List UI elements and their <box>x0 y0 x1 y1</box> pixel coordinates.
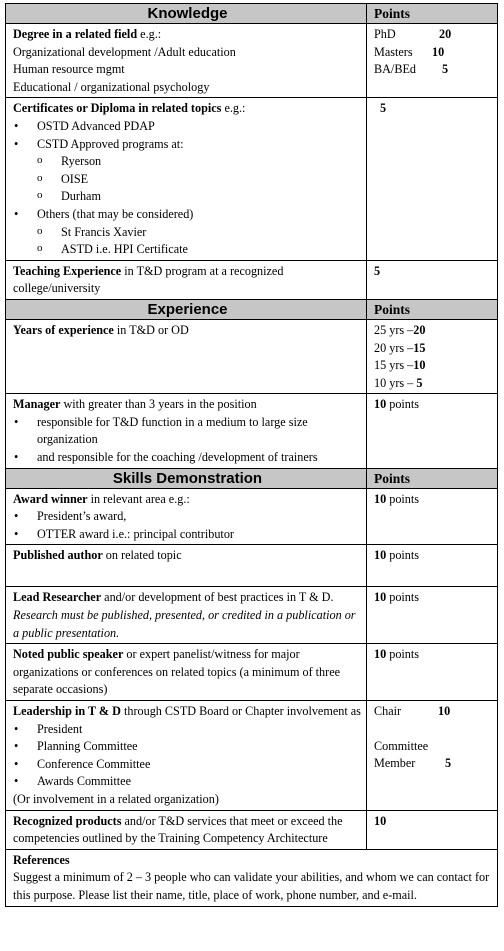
products-criteria <box>6 810 367 849</box>
skills-header-row <box>6 468 498 488</box>
degree-level-points: 20 <box>439 27 452 41</box>
competency-points-table-wrapper <box>5 3 497 907</box>
award-title: Award winner <box>13 491 88 506</box>
teaching-title: Teaching Experience <box>13 263 122 278</box>
committee-label: Committee <box>374 738 429 753</box>
speaker-row <box>6 644 498 701</box>
certificates-suffix: e.g.: <box>221 101 246 116</box>
speaker-criteria <box>6 644 367 701</box>
degree-level: PhD <box>374 27 396 41</box>
published-row <box>6 545 498 587</box>
degree-title-line <box>13 26 362 44</box>
published-points-value: 10 <box>374 548 387 563</box>
award-row <box>6 488 498 545</box>
references-cell <box>6 849 498 906</box>
published-points <box>367 545 498 587</box>
teaching-points <box>367 260 498 299</box>
years-range: 25 yrs – <box>374 322 414 337</box>
certificates-row <box>6 98 498 260</box>
degree-points-line <box>374 26 493 44</box>
certificates-points <box>367 98 498 260</box>
degree-points-line <box>374 44 493 62</box>
award-title-line <box>13 491 362 509</box>
leadership-title: Leadership in T & D <box>13 704 121 718</box>
degree-suffix: e.g.: <box>137 27 162 41</box>
manager-points-unit: points <box>386 397 420 412</box>
certificates-title: Certificates or Diploma in related topics <box>13 101 222 116</box>
years-range-points: 15 <box>413 340 426 355</box>
years-range: 15 yrs – <box>374 358 414 373</box>
manager-points <box>367 394 498 468</box>
years-points-line <box>374 322 493 340</box>
sub-list-item: o Ryerson <box>13 153 362 171</box>
years-points <box>367 319 498 393</box>
member-points-line <box>374 755 493 773</box>
published-points-unit: points <box>386 548 420 563</box>
award-points <box>367 488 498 545</box>
certificates-title-line <box>13 100 362 118</box>
manager-list <box>13 414 362 467</box>
published-criteria <box>6 545 367 587</box>
degree-field: Educational / organizational psychology <box>13 79 210 94</box>
lead-researcher-row <box>6 587 498 644</box>
list-item: • President <box>13 721 362 739</box>
leadership-criteria <box>6 701 367 811</box>
speaker-description: or expert panelist/witness for major organizations or conferences on related topics (a minimum of three separate occasions) <box>13 647 341 697</box>
list-item: • Others (that may be considered) <box>13 206 362 224</box>
sub-list-item: o ASTD i.e. HPI Certificate <box>13 241 362 259</box>
knowledge-header-row <box>6 4 498 24</box>
speaker-points-unit: points <box>386 647 420 662</box>
list-item: • and responsible for the coaching /development of trainers <box>13 449 362 467</box>
teaching-points-value: 5 <box>374 263 381 278</box>
years-range-points: 10 <box>413 358 426 373</box>
list-item: • President’s award, <box>13 508 362 526</box>
degree-level-points: 10 <box>432 44 445 59</box>
degree-points-line <box>374 61 493 79</box>
degree-level: Masters <box>374 44 413 59</box>
chair-label: Chair <box>374 704 402 718</box>
degree-criteria <box>6 24 367 98</box>
years-title: Years of experience <box>13 322 114 337</box>
award-points-unit: points <box>386 491 420 506</box>
leadership-row <box>6 701 498 811</box>
sub-list-item: o Durham <box>13 188 362 206</box>
teaching-criteria <box>6 260 367 299</box>
sub-list-item: o St Francis Xavier <box>13 224 362 242</box>
list-item: • Planning Committee <box>13 738 362 756</box>
references-row <box>6 849 498 906</box>
degree-row <box>6 24 498 98</box>
points-heading: Points <box>367 468 498 488</box>
list-item: • responsible for T&D function in a medium to large size organization <box>13 414 362 449</box>
teaching-description: in T&D program at a recognized college/university <box>13 263 284 296</box>
skills-heading: Skills Demonstration <box>6 468 367 488</box>
published-description: on related topic <box>102 548 182 563</box>
lead-researcher-points-unit: points <box>386 590 420 605</box>
sub-list-item: o OISE <box>13 171 362 189</box>
references-text: Suggest a minimum of 2 – 3 people who can validate your abilities, and whom we can contact for this purpose. Please list their name, title, place of work, phone number, and e-mail. <box>13 870 490 902</box>
years-row <box>6 319 498 393</box>
leadership-points <box>367 701 498 811</box>
list-item: • Awards Committee <box>13 773 362 791</box>
products-row <box>6 810 498 849</box>
years-range: 10 yrs – <box>374 375 417 390</box>
years-range: 20 yrs – <box>374 340 414 355</box>
degree-points <box>367 24 498 98</box>
years-points-line <box>374 340 493 358</box>
certificates-criteria <box>6 98 367 260</box>
leadership-description: through CSTD Board or Chapter involvement as <box>120 704 361 718</box>
manager-points-value: 10 <box>374 397 387 412</box>
list-item: • OSTD Advanced PDAP <box>13 118 362 136</box>
points-heading: Points <box>367 4 498 24</box>
lead-researcher-note: Research must be published, presented, or credited in a publication or a public presentation. <box>13 608 356 640</box>
points-heading: Points <box>367 299 498 319</box>
certificates-points-value: 5 <box>380 101 387 116</box>
experience-heading: Experience <box>6 299 367 319</box>
speaker-title: Noted public speaker <box>13 647 124 662</box>
list-item: • OTTER award i.e.: principal contributor <box>13 526 362 544</box>
manager-title-line <box>13 396 362 414</box>
years-points-line <box>374 357 493 375</box>
chair-points: 10 <box>438 704 451 718</box>
manager-criteria <box>6 394 367 468</box>
leadership-list <box>13 721 362 791</box>
knowledge-heading: Knowledge <box>6 4 367 24</box>
speaker-points <box>367 644 498 701</box>
degree-title: Degree in a related field <box>13 27 138 41</box>
years-criteria <box>6 319 367 393</box>
teaching-row <box>6 260 498 299</box>
competency-points-table <box>5 3 498 907</box>
products-description: and/or T&D services that meet or exceed the competencies outlined by the Training Competency Architecture <box>13 813 343 846</box>
degree-level-points: 5 <box>442 62 449 77</box>
list-item: • CSTD Approved programs at: <box>13 136 362 154</box>
leadership-note: (Or involvement in a related organization) <box>13 791 219 806</box>
member-points: 5 <box>445 756 452 771</box>
award-list <box>13 508 362 543</box>
member-label: Member <box>374 756 416 771</box>
certificates-list <box>13 118 362 259</box>
published-title: Published author <box>13 548 103 563</box>
years-range-points: 20 <box>413 322 426 337</box>
speaker-points-value: 10 <box>374 647 387 662</box>
award-criteria <box>6 488 367 545</box>
lead-researcher-criteria <box>6 587 367 644</box>
degree-field: Organizational development /Adult education <box>13 44 236 59</box>
lead-researcher-description: and/or development of best practices in T & D. <box>101 590 334 605</box>
references-title: References <box>13 852 70 867</box>
years-description: in T&D or OD <box>113 322 189 337</box>
award-description: in relevant area e.g.: <box>87 491 190 506</box>
degree-field: Human resource mgmt <box>13 62 125 77</box>
chair-points-line <box>374 703 493 721</box>
list-item: • Conference Committee <box>13 756 362 774</box>
lead-researcher-title: Lead Researcher <box>13 590 102 605</box>
manager-title: Manager <box>13 397 61 412</box>
years-points-line <box>374 375 493 393</box>
award-points-value: 10 <box>374 491 387 506</box>
experience-header-row <box>6 299 498 319</box>
products-points-value: 10 <box>374 813 387 828</box>
years-range-points: 5 <box>416 375 423 390</box>
products-points <box>367 810 498 849</box>
manager-description: with greater than 3 years in the position <box>60 397 257 412</box>
manager-row <box>6 394 498 468</box>
lead-researcher-points <box>367 587 498 644</box>
lead-researcher-points-value: 10 <box>374 590 387 605</box>
degree-level: BA/BEd <box>374 62 416 77</box>
products-title: Recognized products <box>13 813 122 828</box>
